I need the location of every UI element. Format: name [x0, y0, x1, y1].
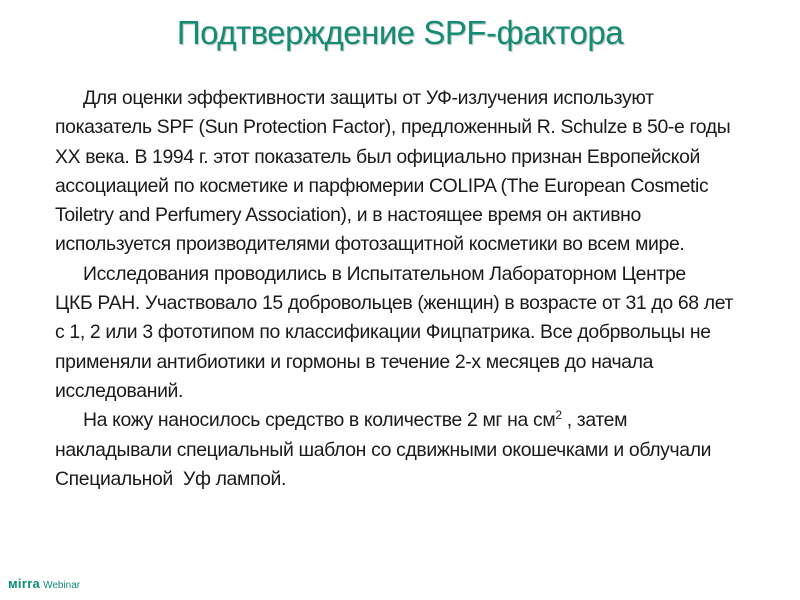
- paragraph-spf-intro: [55, 84, 745, 260]
- text-line: накладывали специальный шаблон со сдвижными окошечками и облучали: [55, 438, 712, 461]
- text-line: XX века. В 1994 г. этот показатель был официально признан Европейской: [55, 145, 700, 168]
- text-line: используется производителями фотозащитной косметики во всем мире.: [55, 233, 685, 256]
- text-line: исследований.: [55, 379, 184, 402]
- text-line: Специальной Уф лампой.: [55, 467, 287, 490]
- slide-title: Подтверждение SPF-фактора: [176, 14, 624, 51]
- product-label: Webinar: [43, 580, 81, 591]
- paragraph-method: [55, 406, 745, 494]
- text-line: Для оценки эффективности защиты от УФ-излучения используют: [83, 87, 654, 109]
- paragraph-study: [55, 260, 745, 406]
- text-line: применяли антибиотики и гормоны в течение 2-х месяцев до начала: [55, 350, 654, 373]
- text-line: Исследования проводились в Испытательном Лабораторном Центре: [83, 262, 686, 285]
- text-line: ассоциацией по косметике и парфюмерии COLIPA (The European Cosmetic: [55, 174, 709, 197]
- slide-body: [55, 84, 745, 494]
- text-line: Toiletry and Perfumery Association), и в настоящее время он активно: [55, 204, 641, 227]
- text-line: ЦКБ РАН. Участвовало 15 добровольцев (женщин) в возрасте от 31 до 68 лет: [55, 292, 734, 315]
- text-line-part: На кожу наносилось средство в количестве 2 мг на см: [83, 409, 556, 432]
- brand-logo: мirra: [8, 576, 41, 591]
- text-line: показатель SPF (Sun Protection Factor), предложенный R. Schulze в 50-е годы: [55, 116, 731, 139]
- text-line-part: , затем: [561, 409, 628, 432]
- text-line: [55, 406, 745, 435]
- text-line: с 1, 2 или 3 фототипом по классификации Фицпатрика. Все добрвольцы не: [55, 321, 711, 344]
- footer-logo: [8, 576, 80, 592]
- superscript: 2: [555, 408, 562, 423]
